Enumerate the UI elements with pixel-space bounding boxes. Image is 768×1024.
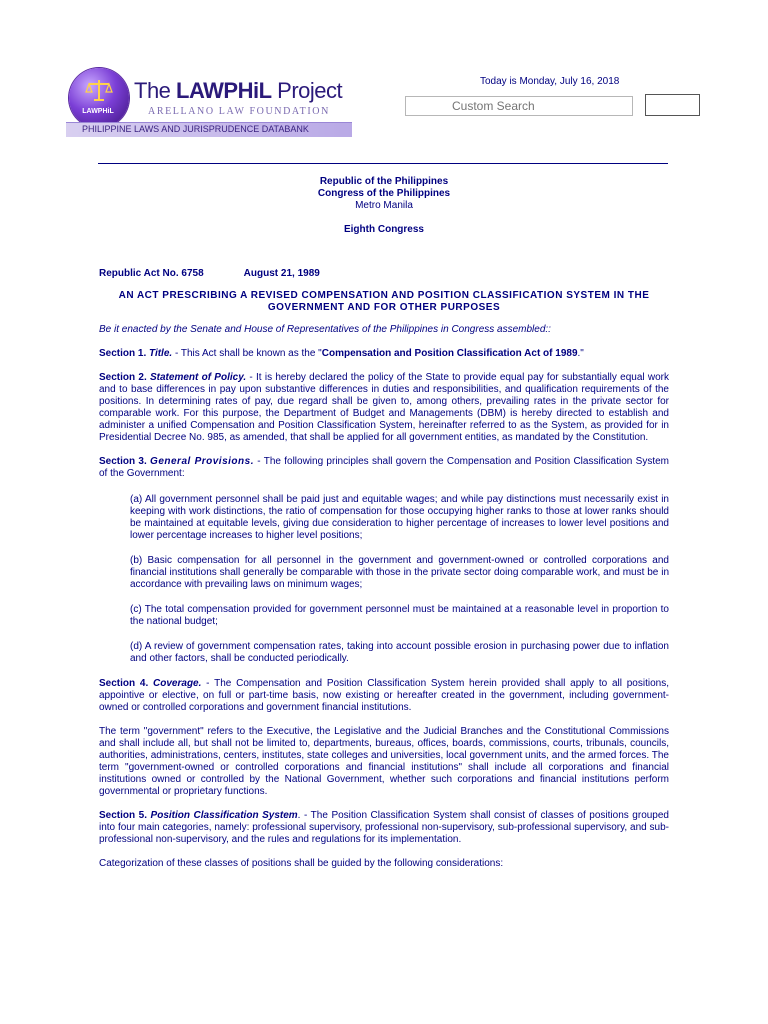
section-3-title: General Provisions. (150, 456, 254, 467)
section-3-item-d: (d) A review of government compensation rates, taking into account possible erosion in purchasing power due to inflation and other factors, shall be conducted periodically. (130, 641, 669, 664)
search-button[interactable] (645, 94, 700, 116)
logo-banner (66, 122, 352, 137)
section-2-text: - It is hereby declared the policy of the State to provide equal pay for substantially equal work and to base differences in pay upon substantive differences in duties and responsibilities, and qualification requirements of the positions. In determining rates of pay, due regard shall be given to, among others, prevailing rates in the private sector for comparable work. For this purpose, the Department of Budget and Managements (DBM) is hereby directed to establish and administer a unified Compensation and Position Classification System, hereinafter referred to as the System, as provided for in Presidential Decree No. 985, as amended, that shall be applied for all government entities, as mandated by the Constitution. (99, 372, 669, 443)
scales-of-justice-icon (84, 78, 114, 104)
session-line: Eighth Congress (343, 224, 424, 235)
section-3 (99, 456, 669, 480)
section-5-title: Position Classification System (150, 810, 298, 821)
republic-line: Republic of the Philippines (319, 176, 449, 187)
section-1-title: Title. (149, 348, 173, 359)
section-4-title: Coverage. (153, 678, 202, 689)
section-1-act-name: Compensation and Position Classification Act of 1989 (321, 348, 578, 359)
section-2 (99, 372, 669, 444)
section-5-number: Section 5. (99, 810, 151, 821)
search-input[interactable] (405, 96, 633, 116)
logo-globe-label: LAWPHiL (82, 108, 114, 115)
section-1-number: Section 1. (99, 348, 150, 359)
header-divider (98, 163, 668, 164)
document-body (99, 176, 669, 870)
section-3-text: - The following principles shall govern the Compensation and Position Classification System of the Government: (99, 456, 669, 479)
section-1-text-b: ." (577, 348, 584, 359)
section-3-number: Section 3. (99, 456, 151, 467)
section-2-title: Statement of Policy. (149, 372, 247, 383)
logo-banner-text: PHILIPPINE LAWS AND JURISPRUDENCE DATABANK (82, 124, 309, 134)
act-number: Republic Act No. 6758 (99, 268, 204, 279)
act-title: AN ACT PRESCRIBING A REVISED COMPENSATION AND POSITION CLASSIFICATION SYSTEM IN THE GOVERNMENT AND FOR OTHER PURPOSES (118, 290, 650, 313)
logo-title-post: Project (271, 78, 343, 103)
section-3-item-a: (a) All government personnel shall be paid just and equitable wages; and while pay distinctions must necessarily exist in keeping with work distinctions, the ratio of compensation for those occupying higher ranks to those at lower ranks should be maintained at equitable levels, giving due consideration to higher percentage of increases to lower level positions and lower percentage increases to higher level positions; (130, 494, 669, 541)
site-header (0, 0, 768, 160)
section-4 (99, 678, 669, 714)
section-2-number: Section 2. (99, 372, 150, 383)
logo-subtitle: ARELLANO LAW FOUNDATION (148, 106, 330, 117)
logo-title (134, 78, 342, 104)
section-4-number: Section 4. (99, 678, 154, 689)
section-4-paragraph-2: The term "government" refers to the Executive, the Legislative and the Judicial Branches and the Constitutional Commissions and shall include all, but shall not be limited to, departments, bureaus, offices, boards, commissions, courts, tribunals, councils, authorities, administrations, centers, institutes, state colleges and universities, local government units, and the armed forces. The term "government-owned or controlled corporations and financial institutions" shall include all corporations and financial institutions owned or controlled by the National Government, whether such corporations and financial institutions perform governmental or proprietary functions. (99, 726, 669, 797)
current-date: Today is Monday, July 16, 2018 (480, 76, 620, 87)
section-1-text-a: - This Act shall be known as the " (172, 348, 322, 359)
congress-line: Congress of the Philippines (317, 188, 451, 199)
logo-title-pre: The (134, 78, 177, 103)
section-1 (99, 348, 669, 360)
act-date: August 21, 1989 (243, 268, 320, 279)
section-5-text: . - The Position Classification System shall consist of classes of positions grouped into four main categories, namely: professional supervisory, professional non-supervisory, sub-professional supervisory, and sub-professional non-supervisory, and the rules and regulations for its implementation. (99, 810, 669, 845)
lawphil-logo[interactable] (66, 68, 366, 144)
section-5 (99, 810, 669, 846)
city-line: Metro Manila (355, 200, 413, 211)
section-5-paragraph-2: Categorization of these classes of positions shall be guided by the following considerations: (99, 858, 504, 869)
section-4-text: - The Compensation and Position Classification System herein provided shall apply to all positions, appointive or elective, on full or part-time basis, now existing or hereafter created in the government, including government-owned or controlled corporations and government financial institutions. (99, 678, 669, 713)
logo-title-bold: LAWPHiL (176, 78, 272, 103)
enacting-clause: Be it enacted by the Senate and House of Representatives of the Philippines in Congress assembled:: (99, 324, 551, 335)
act-heading (99, 268, 669, 280)
section-3-item-b: (b) Basic compensation for all personnel in the government and government-owned or controlled corporations and financial institutions shall generally be comparable with those in the private sector doing comparable work, and must be in accordance with prevailing laws on minimum wages; (130, 555, 669, 590)
section-3-item-c: (c) The total compensation provided for government personnel must be maintained at a reasonable level in proportion to the national budget; (130, 604, 669, 627)
